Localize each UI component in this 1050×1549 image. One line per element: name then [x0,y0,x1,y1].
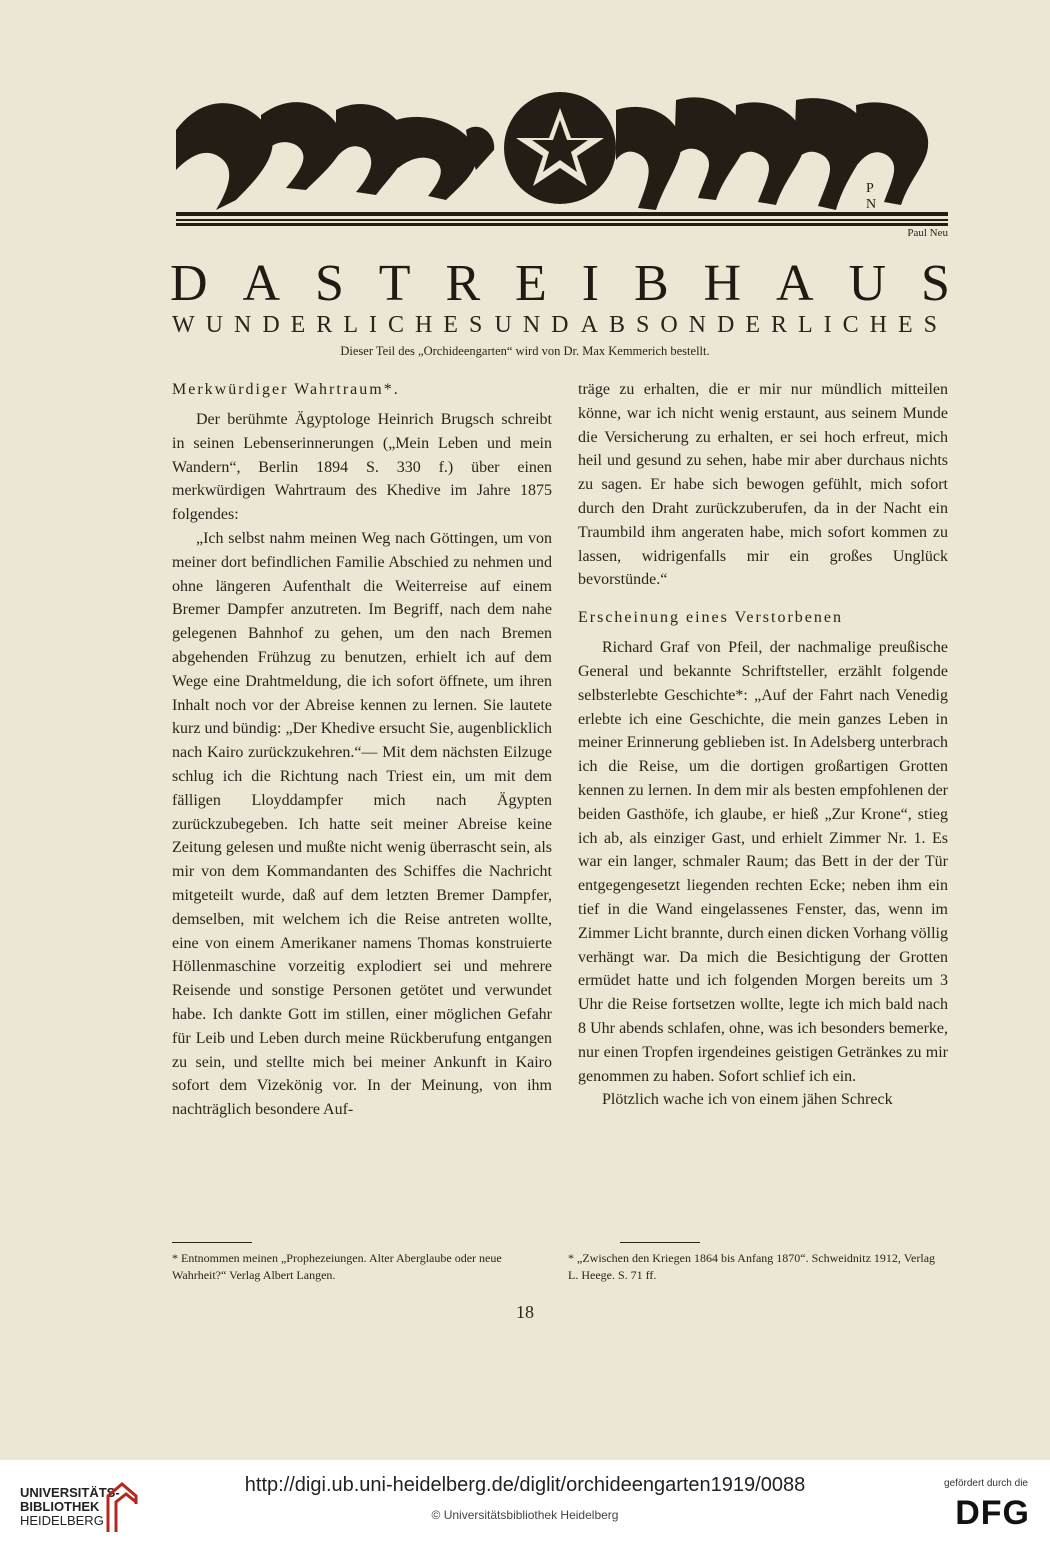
paragraph-continuation: träge zu erhalten, die er mir nur mündlich mitteilen könne, war ich nicht wenig erstaunt, aus seinem Munde die Versicherung zu erhalten, er sei hoch erfreut, mich heil und gesund zu sehen, habe mir aber durchaus nichts zu sagen. Er habe sich bewogen gefühlt, mich sofort durch den Draht zurückzuberufen, da in der Nacht ein Traumbild ihm angeraten habe, mich sofort kommen zu lassen, widrigenfalls mir ein großes Unglück bevorstünde.“ [578,381,948,589]
title-letter: D [170,255,208,312]
title-letter: E [515,255,547,312]
paragraph: Plötzlich wache ich von einem jähen Schreck [602,1091,893,1109]
svg-text:P: P [866,181,874,196]
viewer-footer [0,1460,1050,1549]
title-letter: S [314,255,344,312]
svg-text:N: N [866,197,877,212]
page-title [170,254,950,314]
funding-note: gefördert durch die [944,1478,1028,1489]
footnote-right: * „Zwischen den Kriegen 1864 bis Anfang 1870“. Schweidnitz 1912, Verlag L. Heege. S. 71 ff. [568,1251,936,1282]
copyright-text: © Universitätsbibliothek Heidelberg [431,1508,619,1522]
subtitle-word: UND [494,312,580,338]
permalink-url[interactable]: http://digi.ub.uni-heidelberg.de/diglit/orchideengarten1919/0088 [244,1474,806,1496]
dancing-figures-woodcut [176,70,948,250]
article-heading: Erscheinung eines Verstorbenen [578,609,843,627]
title-letter: B [633,255,669,312]
subtitle-word: ABSONDERLICHES [580,312,948,338]
title-letter: H [703,255,742,312]
title-letter: S [920,255,950,312]
paragraph: „Ich selbst nahm meinen Weg nach Göttingen, um von meiner dort befindlichen Familie Abschied zu nehmen und ohne längeren Aufenthalt die Weiterreise auf einem Bremer Dampfer anzutreten. Im Begriff, nach dem nahe gelegenen Bahnhof zu gehen, um den nach Bremen abgehenden Frühzug zu benutzen, erhielt ich auf dem Wege eine Drahtmeldung, die ich sofort öffnete, um ihren Inhalt noch vor der Abreise kennen zu lernen. Sie lautete kurz und bündig: „Der Khedive ersucht Sie, augenblicklich nach Kairo zurückzukehren.“— Mit dem nächsten Eilzuge schlug ich die Richtung nach Triest ein, um mit dem fälligen Lloyddampfer mich nach Ägypten zurückzubegeben. Ich hatte seit meiner Abreise keine Zeitung gelesen und mußte nicht wenig überrascht sein, als mir von dem Kommandanten des Schiffes die Nachricht mitgeteilt wurde, daß auf dem letzten Bremer Dampfer, demselben, mit welchem ich die Reise antreten wollte, eine von einem Amerikaner namens Thomas konstruierte Höllenmaschine vorzeitig explodiert sei und mehrere Reisende und sonstige Personen getötet und verwundet habe. Ich dankte Gott im stillen, einer möglichen Gefahr für Leib und Leben durch meine Rückberufung entgangen zu sein, und stellte mich bei meiner Ankunft in Kairo sofort dem Vizekönig vor. In der Meinung, von ihm nachträglich besondere Auf- [172,529,552,1119]
page-subtitle [172,310,948,340]
title-letter: A [776,255,814,312]
title-letter: A [242,255,281,312]
title-letter: U [848,255,887,312]
footnote-rule [172,1242,252,1243]
title-letter: I [581,255,600,312]
editor-note: Dieser Teil des „Orchideengarten“ wird von Dr. Max Kemmerich bestellt. [340,344,710,358]
footnote-left: * Entnommen meinen „Prophezeiungen. Alter Aberglaube oder neue Wahrheit?“ Verlag Albert Langen. [172,1251,502,1282]
paragraph: Richard Graf von Pfeil, der nachmalige preußische General und bekannte Schriftsteller, erzählt folgende selbsterlebte Geschichte*: „Auf der Fahrt nach Venedig erlebte ich eine Geschichte, die mein ganzes Leben in meiner Erinnerung geblieben ist. In Adelsberg unterbrach ich die Reise, um die dortigen großartigen Grotten kennen zu lernen. In dem mir als besten empfohlenen der beiden Gasthöfe, ich glaube, er hieß „Zur Krone“, stieg ich ab, als einziger Gast, und erhielt Zimmer Nr. 1. Es war ein langer, schmaler Raum; das Bett in der der Tür entgegengesetzt liegenden rechten Ecke; neben ihm ein tief in die Wand eingelassenes Fenster, das, wenn im Zimmer Licht brannte, durch einen dicken Vorhang völlig verhängt war. Da mich die Besichtigung der Grotten ermüdet hatte und ich folgenden Morgen bereits um 3 Uhr die Reise fortsetzen wollte, legte ich mich bald nach 8 Uhr abends schlafen, ohne, was ich besonders bemerke, nur einen Tropfen irgendeines geistigen Getränkes zu mir genommen zu haben. Sofort schlief ich ein. [578,639,948,1085]
artist-credit: Paul Neu [907,227,948,239]
article-heading: Merkwürdiger Wahrtraum*. [172,381,400,398]
footnote-rule [620,1242,700,1243]
title-letter: R [445,255,481,312]
title-letter: T [378,255,411,312]
right-column [578,378,948,1112]
subtitle-word: WUNDERLICHES [172,312,494,338]
page-number: 18 [516,1302,534,1322]
left-column [172,378,552,1122]
paragraph: Der berühmte Ägyptologe Heinrich Brugsch schreibt in seinen Lebenserinnerungen („Mein Leben und mein Wandern“, Berlin 1894 S. 330 f.) über einen merkwürdigen Wahrtraum des Khedive im Jahre 1875 folgendes: [172,411,552,524]
dfg-logo: DFG [955,1494,1030,1532]
library-name: UNIVERSITÄTS- BIBLIOTHEK HEIDELBERG [20,1485,120,1528]
